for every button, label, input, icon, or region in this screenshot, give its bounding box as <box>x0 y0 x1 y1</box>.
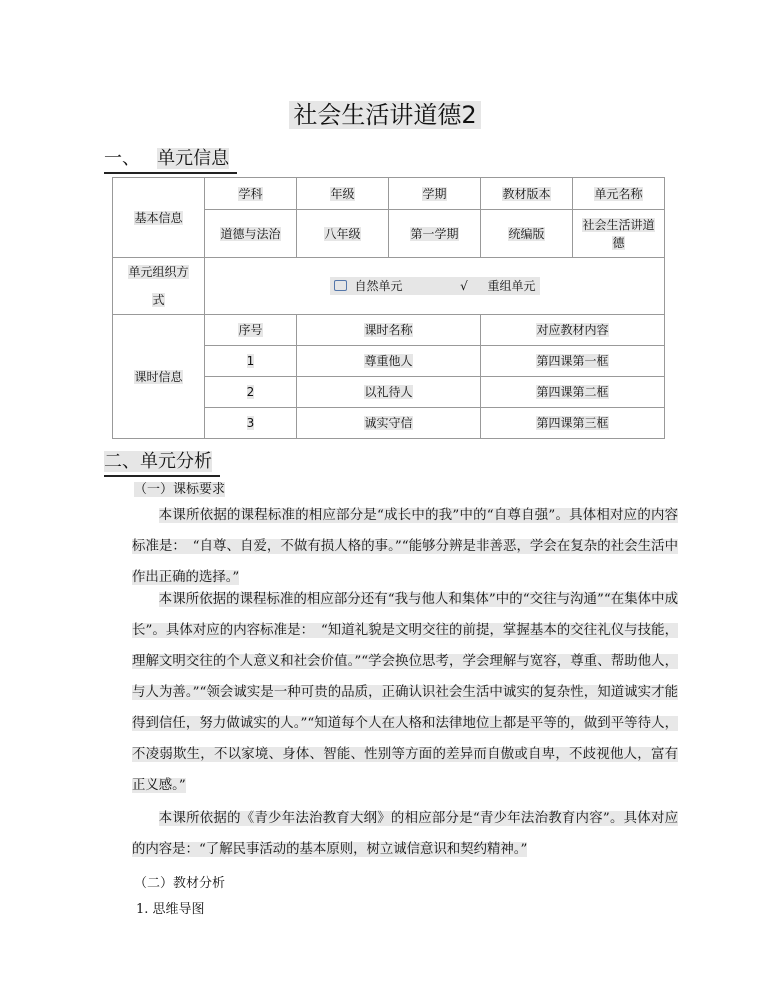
lesson-number: 1 <box>246 354 255 368</box>
header-cell: 年级 <box>297 178 389 210</box>
list-item: 1. 思维导图 <box>136 902 205 917</box>
lesson-name: 诚实守信 <box>364 416 413 430</box>
subheading-standards: （一）课标要求 <box>134 482 226 497</box>
lesson-content: 第四课第三框 <box>536 416 609 430</box>
checkbox-icon[interactable] <box>334 280 347 291</box>
paragraph: 本课所依据的《青少年法治教育大纲》的相应部分是“青少年法治教育内容”。具体对应的内容是：“了解民事活动的基本原则，树立诚信意识和契约精神。” <box>132 811 678 857</box>
section-title: 单元信息 <box>157 148 230 169</box>
paragraph: 本课所依据的课程标准的相应部分还有“我与他人和集体”中的“交往与沟通”“在集体中成长”。具体对应的内容标准是： “知道礼貌是文明交往的前提，掌握基本的交往礼仪与技能，理解文明交往的个人意义和社会价值。”“学会换位思考，学会理解与宽容，尊重、帮助他人，与人为善。”“领会诚实是一种可贵的品质，正确认识社会生活中诚实的复杂性，知道诚实才能得到信任，努力做诚实的人。”“知道每个人在人格和法律地位上都是平等的，做到平等待人，不凌弱欺生，不以家境、身体、智能、性别等方面的差异而自傲或自卑，不歧视他人，富有正义感。” <box>132 592 678 793</box>
org-option-regroup: 重组单元 <box>487 279 536 293</box>
org-options <box>205 258 665 315</box>
lesson-info-label: 课时信息 <box>113 315 205 439</box>
header-cell: 学科 <box>205 178 297 210</box>
section-heading-unit-info <box>104 146 237 174</box>
page-title: 社会生活讲道德2 <box>0 97 770 133</box>
lesson-content: 第四课第一框 <box>536 354 609 368</box>
lesson-header: 课时名称 <box>297 315 481 346</box>
section-heading-unit-analysis <box>104 449 220 477</box>
org-label: 单元组织方式 <box>113 258 205 315</box>
subheading-textbook-analysis: （二）教材分析 <box>134 876 226 891</box>
paragraph: 本课所依据的课程标准的相应部分是“成长中的我”中的“自尊自强”。具体相对应的内容标准是： “自尊、自爱，不做有损人格的事。”“能够分辨是非善恶，学会在复杂的社会生活中作出正确的选择。” <box>132 508 678 585</box>
lesson-number: 3 <box>246 416 255 430</box>
org-option-natural: 自然单元 <box>354 279 403 293</box>
lesson-name: 以礼待人 <box>364 385 413 399</box>
lesson-name: 尊重他人 <box>364 354 413 368</box>
section-title: 二、单元分析 <box>104 451 212 472</box>
lesson-content: 第四课第二框 <box>536 385 609 399</box>
value-cell: 第一学期 <box>389 210 481 258</box>
basic-info-label: 基本信息 <box>113 178 205 258</box>
value-cell: 统编版 <box>481 210 573 258</box>
value-cell: 道德与法治 <box>205 210 297 258</box>
header-cell: 学期 <box>389 178 481 210</box>
unit-info-table <box>112 177 665 439</box>
section-number: 一、 <box>104 148 140 169</box>
check-mark: √ <box>460 279 468 293</box>
lesson-header: 序号 <box>205 315 297 346</box>
value-cell: 社会生活讲道德 <box>573 210 665 258</box>
lesson-number: 2 <box>246 385 255 399</box>
header-cell: 教材版本 <box>481 178 573 210</box>
lesson-header: 对应教材内容 <box>481 315 665 346</box>
value-cell: 八年级 <box>297 210 389 258</box>
header-cell: 单元名称 <box>573 178 665 210</box>
